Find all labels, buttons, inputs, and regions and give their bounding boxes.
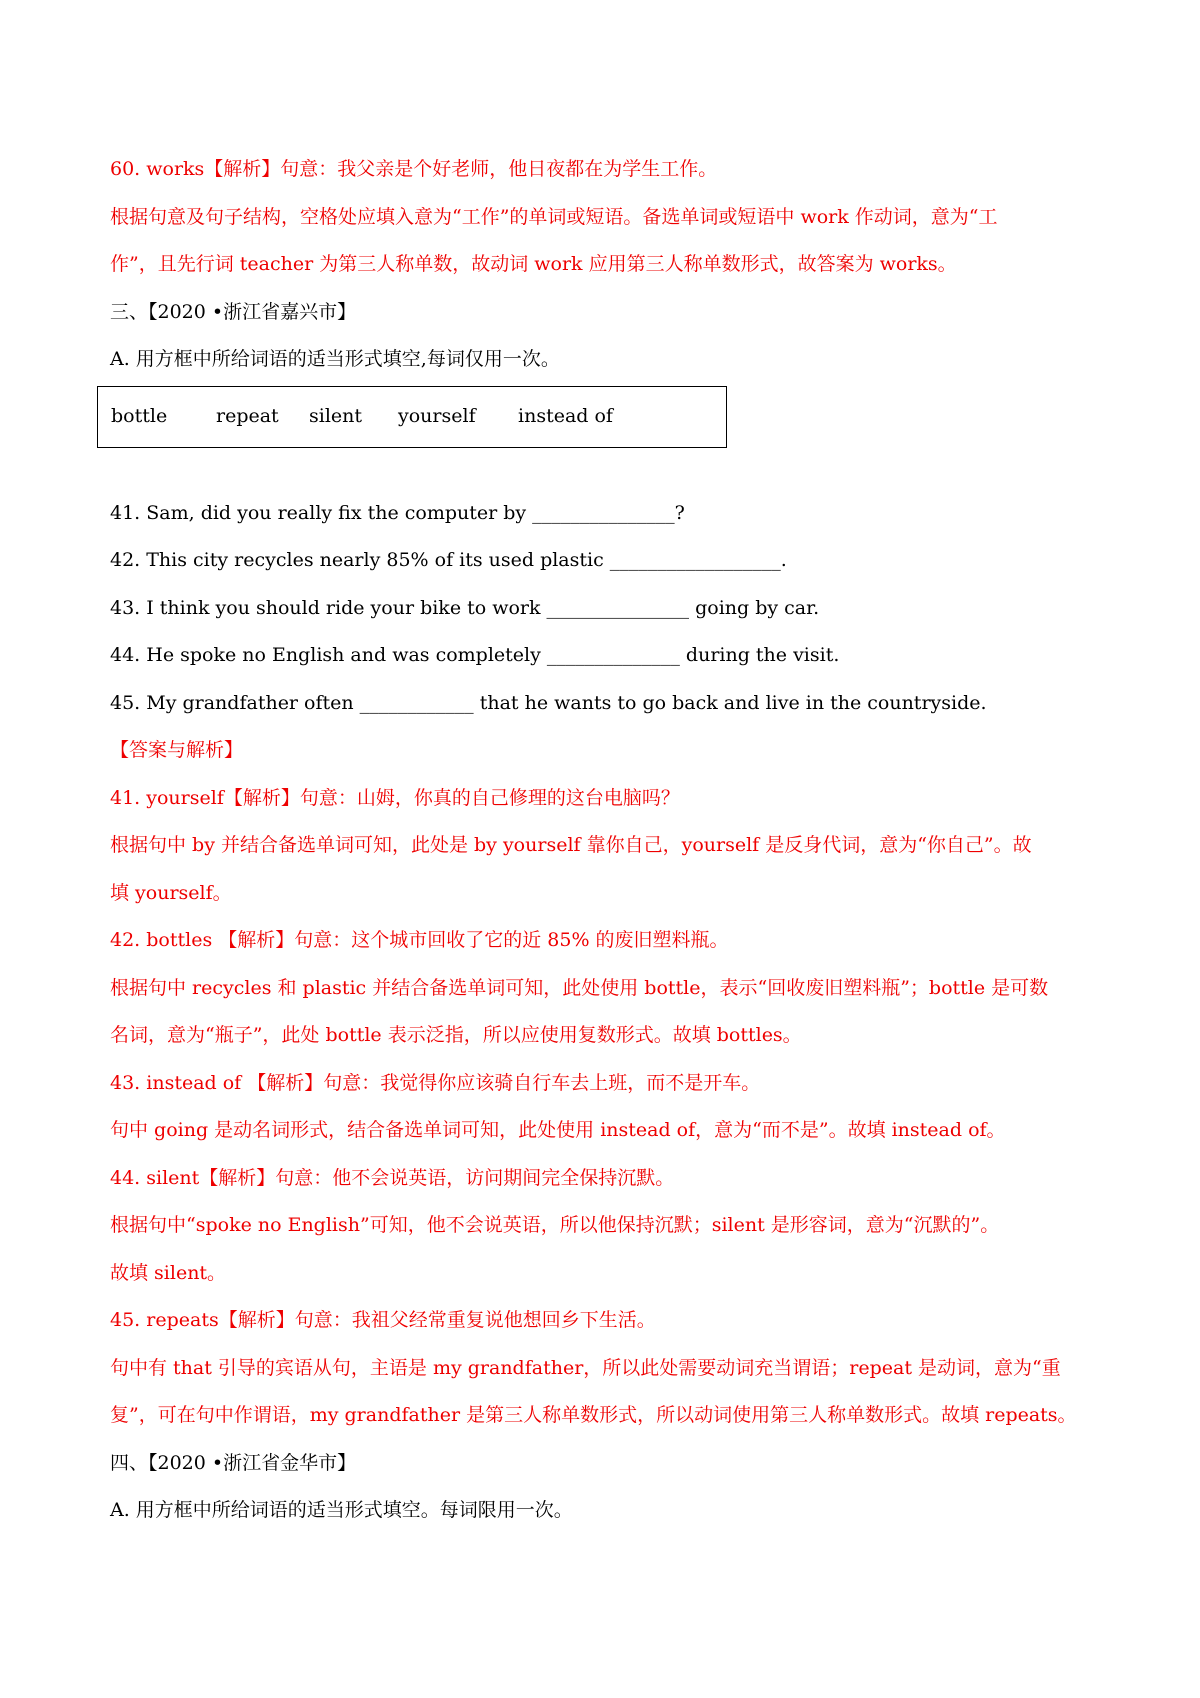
answer-60-explanation-1: 根据句意及句子结构，空格处应填入意为“工作”的单词或短语。备选单词或短语中 work 作动词，意为“工 bbox=[110, 205, 998, 228]
answer-42-head: 42. bottles 【解析】句意：这个城市回收了它的近 85% 的废旧塑料瓶。 bbox=[110, 929, 729, 951]
answer-45-explanation-2: 复”，可在句中作谓语，my grandfather 是第三人称单数形式，所以动词使用第三人称单数形式。故填 repeats。 bbox=[110, 1404, 1077, 1426]
word-box-item: silent bbox=[309, 404, 363, 427]
answer-60-head: 60. works【解析】句意：我父亲是个好老师，他日夜都在为学生工作。 bbox=[110, 158, 718, 180]
word-box-item: yourself bbox=[398, 404, 476, 427]
question-45: 45. My grandfather often ____________ that he wants to go back and live in the countryside. bbox=[110, 691, 987, 714]
question-43: 43. I think you should ride your bike to work _______________ going by car. bbox=[110, 596, 820, 619]
question-42: 42. This city recycles nearly 85% of its used plastic __________________. bbox=[110, 549, 787, 571]
answer-41-explanation-1: 根据句中 by 并结合备选单词可知，此处是 by yourself 靠你自己，yourself 是反身代词，意为“你自己”。故 bbox=[110, 834, 1032, 856]
word-box-item: instead of bbox=[518, 404, 613, 427]
answer-44-head: 44. silent【解析】句意：他不会说英语，访问期间完全保持沉默。 bbox=[110, 1166, 675, 1189]
answer-43-explanation-1: 句中 going 是动名词形式，结合备选单词可知，此处使用 instead of，意为“而不是”。故填 instead of。 bbox=[110, 1119, 1006, 1141]
answer-43-head: 43. instead of 【解析】句意：我觉得你应该骑自行车去上班，而不是开车。 bbox=[110, 1071, 761, 1094]
word-box-item: repeat bbox=[216, 404, 279, 427]
answer-42-explanation-2: 名词，意为“瓶子”，此处 bottle 表示泛指，所以应使用复数形式。故填 bottles。 bbox=[110, 1024, 802, 1046]
answer-42-explanation-1: 根据句中 recycles 和 plastic 并结合备选单词可知，此处使用 bottle，表示“回收废旧塑料瓶”；bottle 是可数 bbox=[110, 976, 1049, 999]
answer-heading: 【答案与解析】 bbox=[110, 739, 244, 761]
answer-45-explanation-1: 句中有 that 引导的宾语从句，主语是 my grandfather，所以此处需要动词充当谓语；repeat 是动词，意为“重 bbox=[110, 1356, 1061, 1379]
answer-44-explanation-1: 根据句中“spoke no English”可知，他不会说英语，所以他保持沉默；silent 是形容词，意为“沉默的”。 bbox=[110, 1214, 1000, 1236]
section-3-heading: 三、【2020 •浙江省嘉兴市】 bbox=[110, 300, 357, 323]
answer-41-explanation-2: 填 yourself。 bbox=[110, 881, 232, 904]
document-page bbox=[110, 146, 1100, 1535]
question-41: 41. Sam, did you really fix the computer by _______________? bbox=[110, 501, 685, 524]
answer-45-head: 45. repeats【解析】句意：我祖父经常重复说他想回乡下生活。 bbox=[110, 1309, 656, 1331]
answer-60-explanation-2: 作”，且先行词 teacher 为第三人称单数，故动词 work 应用第三人称单数形式，故答案为 works。 bbox=[110, 253, 957, 275]
question-44: 44. He spoke no English and was completely ______________ during the visit. bbox=[110, 644, 840, 666]
section-3-instruction: A. 用方框中所给词语的适当形式填空,每词仅用一次。 bbox=[110, 348, 560, 370]
section-4-heading: 四、【2020 •浙江省金华市】 bbox=[110, 1451, 357, 1474]
word-box bbox=[97, 386, 727, 448]
word-box-item: bottle bbox=[111, 404, 168, 427]
answer-44-explanation-2: 故填 silent。 bbox=[110, 1261, 227, 1284]
answer-41-head: 41. yourself【解析】句意：山姆，你真的自己修理的这台电脑吗？ bbox=[110, 786, 680, 809]
section-4-instruction: A. 用方框中所给词语的适当形式填空。每词限用一次。 bbox=[110, 1499, 573, 1521]
